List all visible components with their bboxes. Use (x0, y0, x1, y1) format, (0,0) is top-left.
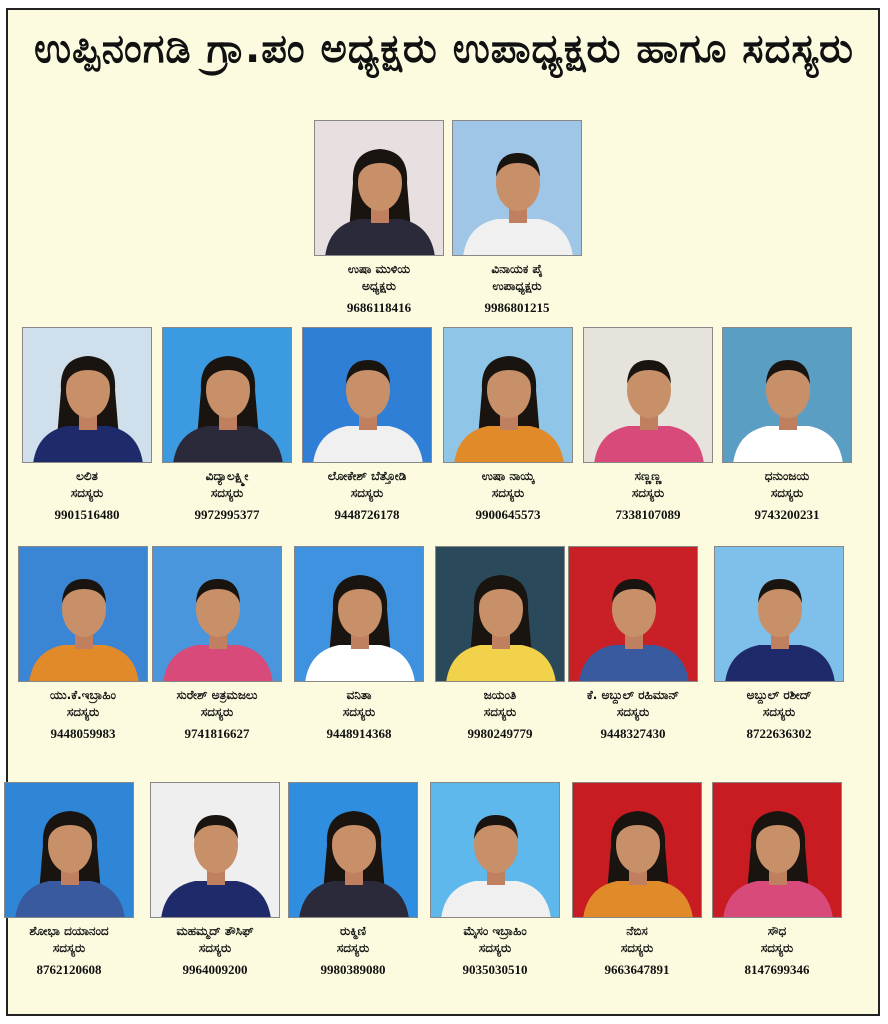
member-name: ಸೌಧ (767, 924, 787, 938)
member-card (22, 327, 152, 525)
member-name: ಲೋಕೇಶ್ ಬೆತ್ತೋಡಿ (327, 469, 407, 483)
member-phone: 8762120608 (36, 962, 102, 977)
member-photo (714, 546, 844, 682)
member-card (314, 120, 444, 318)
portrait-photo (151, 783, 280, 918)
member-phone: 9964009200 (182, 962, 248, 977)
member-name: ಉಷಾ ನಾಯ್ಕ (481, 469, 535, 483)
member-name: ಅಬ್ದುಲ್ ರಶೀದ್ (746, 688, 812, 702)
member-card (288, 782, 418, 980)
member-phone: 9972995377 (194, 507, 260, 522)
member-role: ಸದಸ್ಯರು (620, 941, 654, 955)
member-name: ವಿದ್ಯಾಲಕ್ಷ್ಮೀ (205, 469, 249, 483)
member-phone: 9980389080 (320, 962, 386, 977)
member-card (443, 327, 573, 525)
member-photo (452, 120, 582, 256)
portrait-photo (295, 547, 424, 682)
member-phone: 8147699346 (744, 962, 810, 977)
member-photo (18, 546, 148, 682)
member-photo (443, 327, 573, 463)
member-card (294, 546, 424, 744)
member-photo (302, 327, 432, 463)
member-name: ಸುರೇಶ್ ಅತ್ರಮಜಲು (176, 688, 258, 702)
member-phone: 9901516480 (54, 507, 120, 522)
member-card (150, 782, 280, 980)
member-role: ಸದಸ್ಯರು (762, 705, 796, 719)
member-phone: 9986801215 (484, 300, 550, 315)
portrait-photo (23, 328, 152, 463)
member-role: ಸದಸ್ಯರು (198, 941, 232, 955)
member-phone: 9448059983 (50, 726, 116, 741)
portrait-photo (153, 547, 282, 682)
member-card (722, 327, 852, 525)
member-card (568, 546, 698, 744)
member-name: ಧನುಂಜಯ (764, 469, 810, 483)
member-name: ಮಹಮ್ಮದ್ ತೌಸಿಫ್ (176, 924, 254, 938)
member-role: ಸದಸ್ಯರು (66, 705, 100, 719)
member-role: ಅಧ್ಯಕ್ಷರು (362, 279, 396, 293)
member-phone: 9035030510 (462, 962, 528, 977)
member-card (435, 546, 565, 744)
member-card (583, 327, 713, 525)
member-name: ವಿನಾಯಕ ಪೈ (491, 262, 543, 276)
member-name: ರುಕ್ಮಿಣಿ (340, 924, 366, 938)
portrait-photo (163, 328, 292, 463)
portrait-photo (315, 121, 444, 256)
member-photo (152, 546, 282, 682)
member-photo (435, 546, 565, 682)
member-phone: 9448914368 (326, 726, 392, 741)
member-photo (572, 782, 702, 918)
member-photo (430, 782, 560, 918)
member-card (162, 327, 292, 525)
member-name: ಜಯಂತಿ (483, 688, 517, 702)
member-role: ಸದಸ್ಯರು (336, 941, 370, 955)
portrait-photo (584, 328, 713, 463)
portrait-photo (715, 547, 844, 682)
member-phone: 9448726178 (334, 507, 400, 522)
member-role: ಸದಸ್ಯರು (478, 941, 512, 955)
member-card (18, 546, 148, 744)
portrait-photo (5, 783, 134, 918)
member-phone: 7338107089 (615, 507, 681, 522)
member-role: ಸದಸ್ಯರು (210, 486, 244, 500)
member-role: ಸದಸ್ಯರು (770, 486, 804, 500)
member-name: ವನಿತಾ (346, 688, 372, 702)
member-photo (22, 327, 152, 463)
member-photo (314, 120, 444, 256)
member-photo (150, 782, 280, 918)
member-card (452, 120, 582, 318)
portrait-photo (723, 328, 852, 463)
portrait-photo (453, 121, 582, 256)
member-phone: 9448327430 (600, 726, 666, 741)
member-photo (583, 327, 713, 463)
portrait-photo (289, 783, 418, 918)
portrait-photo (303, 328, 432, 463)
portrait-photo (436, 547, 565, 682)
member-name: ಮೈಸಂ ಇಬ್ರಾಹಿಂ (463, 924, 527, 938)
member-photo (294, 546, 424, 682)
portrait-photo (19, 547, 148, 682)
portrait-photo (573, 783, 702, 918)
member-phone: 9741816627 (184, 726, 250, 741)
member-name: ಉಷಾ ಮುಳಿಯ (347, 262, 411, 276)
member-role: ಸದಸ್ಯರು (342, 705, 376, 719)
member-card (302, 327, 432, 525)
member-role: ಉಪಾಧ್ಯಕ್ಷರು (492, 279, 542, 293)
member-role: ಸದಸ್ಯರು (760, 941, 794, 955)
member-photo (4, 782, 134, 918)
member-photo (722, 327, 852, 463)
member-phone: 9980249779 (467, 726, 533, 741)
member-role: ಸದಸ್ಯರು (52, 941, 86, 955)
member-photo (712, 782, 842, 918)
member-phone: 9900645573 (475, 507, 541, 522)
member-role: ಸದಸ್ಯರು (200, 705, 234, 719)
portrait-photo (431, 783, 560, 918)
member-card (152, 546, 282, 744)
member-role: ಸದಸ್ಯರು (483, 705, 517, 719)
member-phone: 8722636302 (746, 726, 812, 741)
member-role: ಸದಸ್ಯರು (350, 486, 384, 500)
member-name: ನೆಬಿಸ (626, 924, 648, 938)
member-phone: 9663647891 (604, 962, 670, 977)
member-role: ಸದಸ್ಯರು (491, 486, 525, 500)
member-phone: 9743200231 (754, 507, 820, 522)
member-phone: 9686118416 (346, 300, 412, 315)
member-name: ಯು.ಕೆ.ಇಬ್ರಾಹಿಂ (50, 688, 116, 702)
member-role: ಸದಸ್ಯರು (631, 486, 665, 500)
member-name: ಶೋಭಾ ದಯಾನಂದ (29, 924, 109, 938)
member-photo (288, 782, 418, 918)
member-photo (162, 327, 292, 463)
member-card (712, 782, 842, 980)
portrait-photo (713, 783, 842, 918)
portrait-photo (444, 328, 573, 463)
member-role: ಸದಸ್ಯರು (616, 705, 650, 719)
member-name: ಕೆ. ಅಬ್ದುಲ್ ರಹಿಮಾನ್ (586, 688, 680, 702)
member-role: ಸದಸ್ಯರು (70, 486, 104, 500)
member-card (4, 782, 134, 980)
member-card (572, 782, 702, 980)
member-name: ಸಣ್ಣಣ್ಣ (634, 469, 662, 483)
member-photo (568, 546, 698, 682)
member-name: ಲಲಿತ (76, 469, 98, 483)
member-card (430, 782, 560, 980)
portrait-photo (569, 547, 698, 682)
member-card (714, 546, 844, 744)
poster-title: ಉಪ್ಪಿನಂಗಡಿ ಗ್ರಾ.ಪಂ ಅಧ್ಯಕ್ಷರು ಉಪಾಧ್ಯಕ್ಷರು ಹಾಗೂ ಸದಸ್ಯರು (34, 26, 854, 72)
